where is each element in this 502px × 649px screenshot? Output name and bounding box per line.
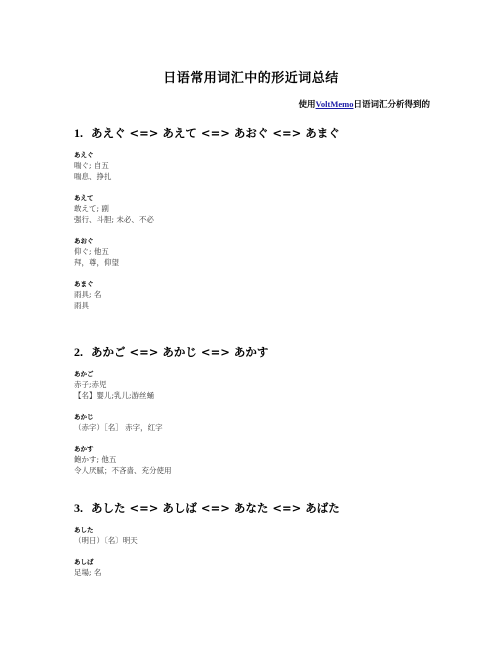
page-title: 日语常用词汇中的形近词总结 [163, 71, 339, 86]
entry-line: 飽かす; 他五 [74, 455, 117, 464]
entry-line: 敢えて; 副 [74, 204, 109, 213]
entry [74, 412, 434, 433]
entry [74, 525, 434, 546]
section-heading [74, 344, 434, 360]
entry-line: 足場; 名 [74, 568, 102, 577]
entry-line: 令人厌腻；不吝啬、充分使用 [74, 466, 172, 475]
entry-line: 强行、斗胆; 未必、不必 [74, 215, 154, 224]
section-title: あした <=> あしば <=> あなた <=> あばた [91, 501, 340, 515]
entry-word: あかご [74, 370, 94, 378]
entry-line: （明日）〔名〕明天 [74, 536, 138, 545]
entry [74, 150, 434, 182]
entry-line: 喘息、挣扎 [74, 172, 112, 181]
section-heading [74, 125, 434, 141]
entry [74, 279, 434, 311]
entry-line: 赤子;赤児 [74, 380, 107, 389]
section-heading [74, 500, 434, 516]
entry-line: 雨具; 名 [74, 290, 102, 299]
subtitle-prefix: 使用 [298, 100, 316, 110]
entry-line: 拜，尊，仰望 [74, 258, 119, 267]
entry [74, 444, 434, 476]
section-number: 3. [74, 501, 83, 515]
section-title: あえぐ <=> あえて <=> あおぐ <=> あまぐ [91, 126, 340, 140]
subtitle [299, 98, 430, 110]
entry-line: 雨具 [74, 301, 89, 310]
entry [74, 557, 434, 578]
entry-line: 喘ぐ; 自五 [74, 161, 109, 170]
entry-line: 【名】婴儿;乳儿;游丝蛹 [74, 391, 155, 400]
entry [74, 236, 434, 268]
entry-word: あえて [74, 194, 94, 202]
entry-word: あした [74, 526, 94, 534]
entry-word: あまぐ [74, 280, 94, 288]
entry-word: あかじ [74, 413, 94, 421]
entry-word: あおぐ [74, 237, 94, 245]
entry-word: あしば [74, 558, 94, 566]
entry-line: 仰ぐ; 他五 [74, 247, 109, 256]
section-1 [74, 125, 434, 322]
voltmemo-link[interactable]: VoltMemo [315, 99, 354, 109]
subtitle-suffix: 日语词汇分析得到的 [353, 100, 430, 110]
section-number: 2. [74, 345, 83, 359]
section-2 [74, 344, 434, 487]
section-title: あかご <=> あかじ <=> あかす [91, 345, 269, 359]
entry-word: あえぐ [74, 151, 94, 159]
entry-word: あかす [74, 445, 94, 453]
section-3 [74, 500, 434, 589]
entry [74, 193, 434, 225]
entry [74, 369, 434, 401]
section-number: 1. [74, 126, 83, 140]
entry-line: （赤字）［名］ 赤字，红字 [74, 423, 163, 432]
